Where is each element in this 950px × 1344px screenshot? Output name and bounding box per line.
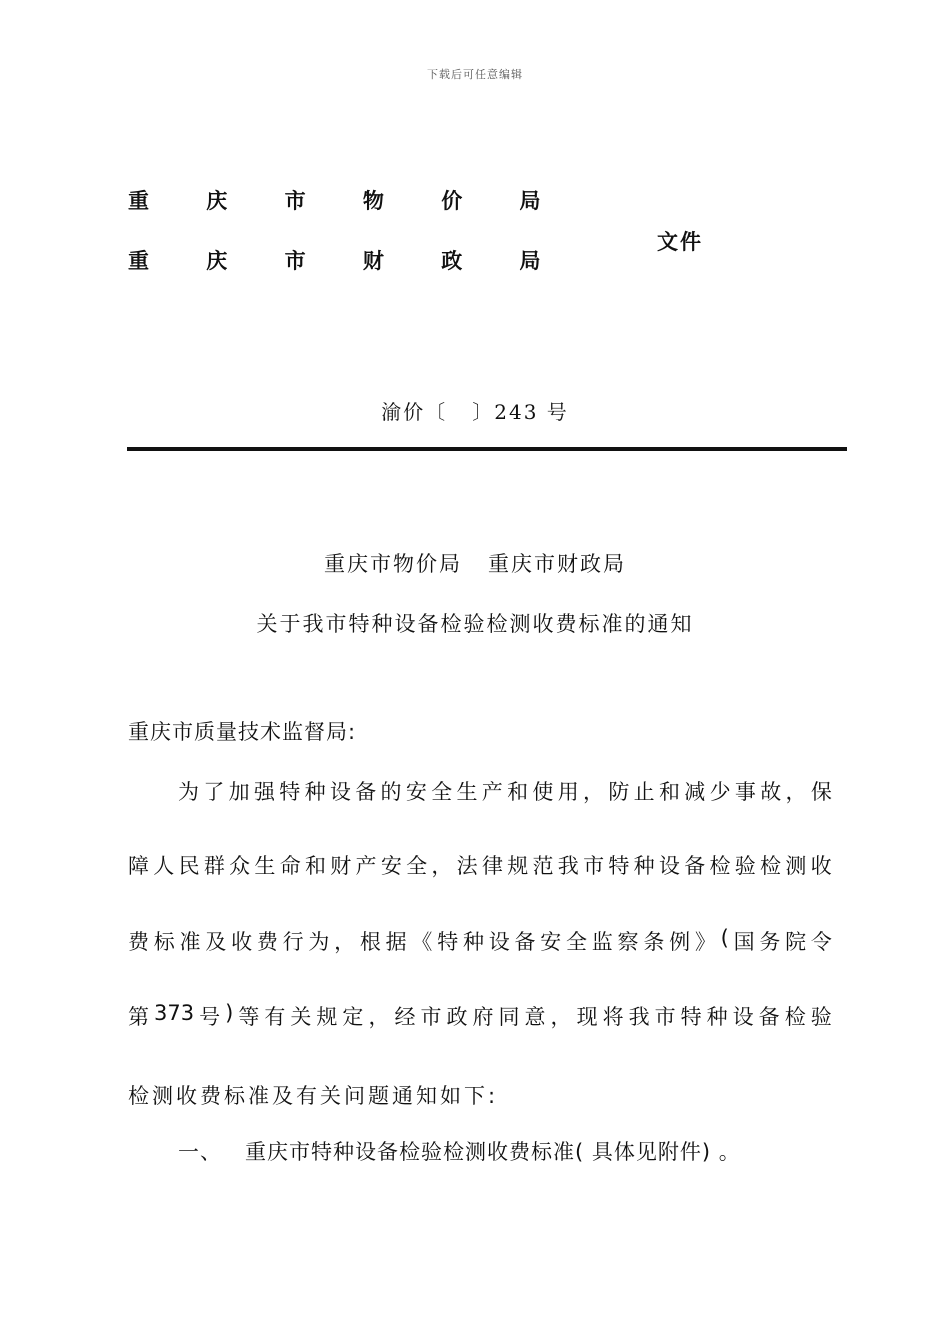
glyph: 特 [680, 1005, 702, 1029]
glyph: 防 [608, 780, 630, 804]
glyph: 生 [456, 780, 478, 804]
glyph: 了 [203, 780, 225, 804]
glyph: 收 [810, 854, 832, 878]
glyph: 法 [456, 854, 478, 878]
glyph: 范 [532, 854, 554, 878]
glyph: 费 [128, 930, 149, 954]
glyph: 府 [472, 1005, 494, 1029]
glyph: 众 [229, 854, 251, 878]
glyph: 》 [694, 930, 716, 954]
glyph: 种 [706, 1005, 728, 1029]
glyph: 障 [128, 854, 149, 878]
glyph: 检 [709, 854, 731, 878]
glyph: 将 [602, 1005, 624, 1029]
glyph: 种 [462, 930, 484, 954]
glyph: 律 [481, 854, 503, 878]
glyph: 《 [411, 930, 433, 954]
glyph: 备 [514, 930, 536, 954]
body-line-3 [128, 926, 832, 956]
glyph: 我 [557, 854, 579, 878]
body-line-5: 检测收费标准及有关问题通知如下: [128, 1084, 499, 1108]
glyph: 安 [540, 930, 562, 954]
glyph: 号 [199, 1005, 221, 1029]
glyph: 务 [759, 930, 781, 954]
glyph: 现 [576, 1005, 598, 1029]
body-line-1 [178, 776, 832, 806]
glyph: 备 [758, 1005, 780, 1029]
issuer-price-bureau: 重 庆 市 物 价 局 [128, 189, 566, 213]
glyph: 减 [684, 780, 706, 804]
glyph: 定 [342, 1005, 364, 1029]
glyph: 为 [308, 930, 330, 954]
addressee: 重庆市质量技术监督局: [128, 720, 357, 744]
watermark-text: 下载后可任意编辑 [427, 68, 523, 81]
document-title-subject: 关于我市特种设备检验检测收费标准的通知 [256, 612, 694, 636]
glyph: 种 [304, 780, 326, 804]
glyph: 测 [785, 854, 807, 878]
glyph: 验 [810, 1005, 832, 1029]
document-type-label: 文件 [657, 230, 703, 254]
glyph: 加 [228, 780, 250, 804]
glyph: 国 [733, 930, 755, 954]
glyph: 人 [153, 854, 175, 878]
body-line-2 [128, 850, 832, 880]
glyph: 安 [405, 780, 427, 804]
glyph: 检 [784, 1005, 806, 1029]
glyph: 产 [355, 854, 377, 878]
glyph: 命 [279, 854, 301, 878]
glyph: 备 [355, 780, 377, 804]
glyph: 产 [481, 780, 503, 804]
issuer-block [128, 184, 566, 304]
glyph: 为 [178, 780, 199, 804]
glyph: 设 [488, 930, 510, 954]
glyph: 院 [785, 930, 807, 954]
glyph: 经 [394, 1005, 416, 1029]
glyph: 及 [205, 930, 227, 954]
glyph: ， [583, 780, 604, 804]
document-title-issuers: 重庆市物价局 重庆市财政局 [323, 552, 627, 576]
glyph: 373 [154, 1001, 195, 1025]
glyph: 全 [431, 780, 453, 804]
glyph: 和 [507, 780, 529, 804]
glyph: 市 [420, 1005, 442, 1029]
document-number: 渝价〔 〕243 号 [381, 400, 569, 424]
glyph: 验 [734, 854, 756, 878]
glyph: 设 [732, 1005, 754, 1029]
glyph: 安 [380, 854, 402, 878]
glyph: 同 [498, 1005, 520, 1029]
header-divider [127, 447, 847, 451]
glyph: 准 [179, 930, 201, 954]
glyph: 行 [282, 930, 304, 954]
glyph: 用 [557, 780, 579, 804]
glyph: 种 [633, 854, 655, 878]
glyph: 我 [628, 1005, 650, 1029]
glyph: 特 [437, 930, 459, 954]
glyph: 强 [253, 780, 275, 804]
glyph: 检 [760, 854, 782, 878]
glyph: 和 [304, 854, 326, 878]
glyph: 收 [231, 930, 253, 954]
glyph: 等 [238, 1005, 260, 1029]
glyph: ， [334, 930, 356, 954]
glyph: 例 [669, 930, 691, 954]
glyph: 标 [153, 930, 175, 954]
glyph: 少 [709, 780, 731, 804]
list-item-1: 一、 重庆市特种设备检验检测收费标准( 具体见附件) 。 [178, 1140, 741, 1164]
glyph: 关 [290, 1005, 312, 1029]
glyph: 察 [617, 930, 639, 954]
glyph: 全 [406, 854, 428, 878]
glyph: 的 [380, 780, 402, 804]
glyph: 监 [591, 930, 613, 954]
body-line-4 [128, 1001, 832, 1031]
glyph: 止 [633, 780, 655, 804]
glyph: 全 [566, 930, 588, 954]
glyph: 第 [128, 1005, 149, 1029]
glyph: 特 [608, 854, 630, 878]
glyph: ( [720, 926, 729, 950]
issuer-finance-bureau: 重 庆 市 财 政 局 [128, 249, 566, 273]
glyph: 设 [329, 780, 351, 804]
glyph: 费 [256, 930, 278, 954]
glyph: ， [368, 1005, 390, 1029]
glyph: 和 [658, 780, 680, 804]
glyph: 据 [385, 930, 407, 954]
glyph: ， [785, 780, 807, 804]
glyph: 设 [658, 854, 680, 878]
glyph: ) [225, 1001, 234, 1025]
glyph: 规 [316, 1005, 338, 1029]
glyph: ， [550, 1005, 572, 1029]
glyph: 意 [524, 1005, 546, 1029]
glyph: 条 [643, 930, 665, 954]
glyph: 根 [359, 930, 381, 954]
glyph: 使 [532, 780, 554, 804]
glyph: 保 [810, 780, 832, 804]
glyph: 财 [330, 854, 352, 878]
glyph: 规 [507, 854, 529, 878]
glyph: 市 [654, 1005, 676, 1029]
glyph: 市 [583, 854, 605, 878]
glyph: ， [431, 854, 453, 878]
glyph: 事 [734, 780, 756, 804]
glyph: 特 [279, 780, 301, 804]
glyph: 生 [254, 854, 276, 878]
glyph: 故 [760, 780, 782, 804]
glyph: 政 [446, 1005, 468, 1029]
glyph: 备 [684, 854, 706, 878]
glyph: 令 [810, 930, 832, 954]
glyph: 有 [264, 1005, 286, 1029]
glyph: 群 [203, 854, 225, 878]
glyph: 民 [178, 854, 200, 878]
